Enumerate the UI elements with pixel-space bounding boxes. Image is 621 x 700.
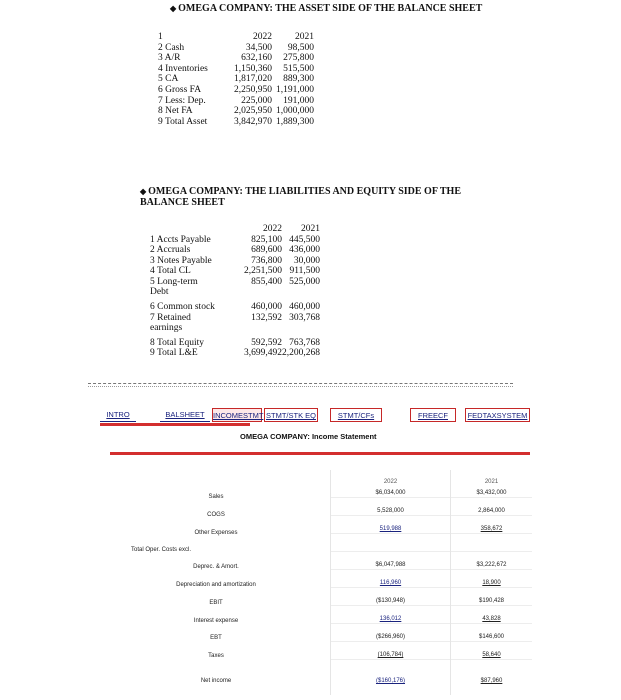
is-cell bbox=[331, 632, 450, 642]
income-label-column bbox=[112, 470, 330, 695]
is-value: $6,034,000 bbox=[375, 490, 406, 496]
is-cell bbox=[331, 524, 450, 534]
is-year-2022: 2022 bbox=[383, 479, 398, 485]
asset-label: 8 Net FA bbox=[158, 106, 193, 117]
sheet-tab-bar bbox=[100, 408, 530, 424]
income-column-2022 bbox=[330, 470, 450, 695]
liab-value-2022: 825,100 bbox=[251, 234, 282, 245]
liab-header-row bbox=[150, 224, 350, 235]
liab-row bbox=[150, 302, 350, 313]
liab-label: 1 Accts Payable bbox=[150, 234, 211, 245]
liab-value-2022: 460,000 bbox=[251, 301, 282, 312]
liab-label: 7 Retained earnings bbox=[150, 312, 191, 334]
asset-value-2021: 1,889,300 bbox=[276, 116, 314, 127]
asset-header-2021: 2021 bbox=[295, 32, 314, 42]
asset-table bbox=[158, 32, 338, 127]
liab-value-2021: 460,000 bbox=[289, 301, 320, 312]
asset-value-2022: 3,842,970 bbox=[234, 116, 272, 127]
is-label: Interest expense bbox=[193, 618, 239, 624]
liab-label: 4 Total CL bbox=[150, 266, 191, 277]
liab-value-2021: 303,768 bbox=[289, 312, 320, 323]
active-tab-underline bbox=[100, 423, 250, 426]
liab-value-2021: 525,000 bbox=[289, 276, 320, 287]
asset-title-text: OMEGA COMPANY: THE ASSET SIDE OF THE BALANCE SHEET bbox=[178, 3, 483, 14]
is-label: Total Oper. Costs excl. bbox=[130, 547, 192, 553]
is-cell bbox=[331, 650, 450, 660]
asset-row bbox=[158, 106, 338, 117]
is-cell bbox=[451, 524, 532, 534]
title-red-bar bbox=[110, 452, 530, 455]
liab-header-2022: 2022 bbox=[263, 224, 282, 234]
is-value: $3,222,672 bbox=[476, 562, 507, 568]
is-label: Other Expenses bbox=[194, 530, 238, 536]
tab-intro[interactable]: INTRO bbox=[100, 408, 136, 422]
asset-header-row bbox=[158, 32, 338, 43]
is-cell bbox=[451, 578, 532, 588]
is-cell bbox=[331, 488, 450, 498]
is-cell bbox=[451, 488, 532, 498]
is-label: Deprec. & Amort. bbox=[193, 564, 239, 570]
liab-value-2021: 911,500 bbox=[289, 266, 320, 277]
is-cell bbox=[331, 506, 450, 516]
is-year-2021: 2021 bbox=[484, 479, 499, 485]
is-value: 358,672 bbox=[480, 526, 503, 532]
is-row bbox=[112, 492, 330, 502]
liab-row bbox=[150, 338, 350, 349]
liab-header-2021: 2021 bbox=[301, 224, 320, 234]
is-label: COGS bbox=[207, 512, 225, 518]
tab-incomestmt[interactable]: INCOMESTMT bbox=[212, 408, 262, 422]
liab-row bbox=[150, 277, 350, 298]
liab-label: 5 Long-term Debt bbox=[150, 276, 198, 298]
asset-value-2021: 889,300 bbox=[283, 74, 314, 85]
asset-value-2021: 275,800 bbox=[283, 53, 314, 64]
asset-label: 4 Inventories bbox=[158, 63, 208, 74]
is-row bbox=[112, 562, 330, 572]
is-cell bbox=[451, 560, 532, 570]
is-value: $146,600 bbox=[478, 634, 505, 640]
is-value: 2,864,000 bbox=[478, 508, 505, 514]
is-cell bbox=[451, 506, 532, 516]
liab-value-2021: 30,000 bbox=[293, 255, 320, 266]
liab-row bbox=[150, 266, 350, 277]
is-row bbox=[112, 598, 330, 608]
liab-value-2022: 3,699,492 bbox=[244, 348, 282, 359]
asset-row bbox=[158, 43, 338, 54]
is-value: 18,900 bbox=[482, 580, 501, 586]
asset-row bbox=[158, 53, 338, 64]
is-label: EBT bbox=[210, 635, 222, 641]
is-row bbox=[112, 528, 330, 538]
asset-value-2021: 1,000,000 bbox=[276, 106, 314, 117]
is-row bbox=[112, 676, 330, 686]
is-value: $190,428 bbox=[478, 598, 505, 604]
liab-label: 9 Total L&E bbox=[150, 348, 198, 359]
asset-header-label: 1 bbox=[158, 32, 163, 42]
asset-row bbox=[158, 74, 338, 85]
is-value: $3,432,000 bbox=[476, 490, 507, 496]
is-cell bbox=[451, 650, 532, 660]
tab-freecf[interactable]: FREECF bbox=[410, 408, 456, 422]
is-value: ($130,948) bbox=[375, 598, 406, 604]
asset-label: 2 Cash bbox=[158, 42, 185, 53]
liab-label: 3 Notes Payable bbox=[150, 255, 212, 266]
income-column-2021 bbox=[450, 470, 532, 695]
tab-balsheet[interactable]: BALSHEET bbox=[160, 408, 210, 422]
is-row bbox=[112, 616, 330, 626]
liabilities-table bbox=[150, 224, 350, 359]
liab-row bbox=[150, 313, 350, 334]
asset-value-2022: 2,025,950 bbox=[234, 106, 272, 117]
tab-stmt-stk-eq[interactable]: STMT/STK EQ bbox=[264, 408, 318, 422]
asset-label: 6 Gross FA bbox=[158, 84, 202, 95]
liab-value-2021: 436,000 bbox=[289, 245, 320, 256]
is-value: ($160,176) bbox=[375, 678, 406, 684]
asset-header-2022: 2022 bbox=[253, 32, 272, 42]
is-cell bbox=[451, 676, 532, 686]
bullet-icon: ◆ bbox=[140, 187, 147, 196]
liab-row bbox=[150, 235, 350, 246]
asset-value-2021: 515,500 bbox=[283, 63, 314, 74]
is-value: ($266,960) bbox=[375, 634, 406, 640]
asset-label: 9 Total Asset bbox=[158, 116, 208, 127]
is-row bbox=[112, 633, 330, 643]
liab-value-2022: 592,592 bbox=[251, 337, 282, 348]
asset-value-2022: 1,817,020 bbox=[234, 74, 272, 85]
is-row bbox=[112, 651, 330, 661]
liab-label: 2 Accruals bbox=[150, 245, 191, 256]
is-value: 136,012 bbox=[379, 616, 402, 622]
bullet-icon: ◆ bbox=[170, 4, 177, 13]
asset-value-2022: 632,160 bbox=[241, 53, 272, 64]
asset-value-2022: 2,250,950 bbox=[234, 84, 272, 95]
is-label: Sales bbox=[208, 494, 224, 500]
is-value: 5,528,000 bbox=[377, 508, 404, 514]
is-row bbox=[112, 580, 330, 590]
tab-fedtaxsystem[interactable]: FEDTAXSYSTEM bbox=[465, 408, 530, 422]
asset-row bbox=[158, 96, 338, 107]
liab-row bbox=[150, 348, 350, 359]
is-cell bbox=[451, 614, 532, 624]
liab-value-2022: 2,251,500 bbox=[244, 266, 282, 277]
tab-stmt-cfs[interactable]: STMT/CFs bbox=[330, 408, 382, 422]
asset-row bbox=[158, 117, 338, 128]
income-statement-table bbox=[112, 470, 532, 695]
liab-value-2022: 132,592 bbox=[251, 312, 282, 323]
is-cell bbox=[331, 614, 450, 624]
is-cell bbox=[451, 596, 532, 606]
asset-section-title bbox=[170, 3, 482, 14]
liab-value-2021: 2,200,268 bbox=[282, 348, 320, 359]
asset-label: 5 CA bbox=[158, 74, 179, 85]
asset-value-2021: 191,000 bbox=[283, 95, 314, 106]
is-label: Depreciation and amortization bbox=[176, 582, 256, 588]
liabilities-title-text: OMEGA COMPANY: THE LIABILITIES AND EQUITY SIDE OF THE BALANCE SHEET bbox=[140, 186, 462, 208]
asset-value-2022: 34,500 bbox=[245, 42, 272, 53]
is-label: EBIT bbox=[209, 600, 223, 606]
liab-value-2022: 855,400 bbox=[251, 276, 282, 287]
asset-row bbox=[158, 64, 338, 75]
liab-row bbox=[150, 245, 350, 256]
asset-label: 3 A/R bbox=[158, 53, 181, 64]
liab-label: 8 Total Equity bbox=[150, 337, 205, 348]
liab-row bbox=[150, 256, 350, 267]
asset-value-2022: 225,000 bbox=[241, 95, 272, 106]
liab-value-2021: 445,500 bbox=[289, 234, 320, 245]
is-cell bbox=[331, 578, 450, 588]
liab-value-2022: 689,600 bbox=[251, 245, 282, 256]
is-cell bbox=[331, 542, 450, 552]
is-value: 58,640 bbox=[482, 652, 501, 658]
is-value: 519,988 bbox=[379, 526, 402, 532]
is-cell bbox=[331, 676, 450, 686]
is-value: $87,960 bbox=[480, 678, 503, 684]
is-value: $6,047,988 bbox=[375, 562, 406, 568]
asset-value-2022: 1,150,360 bbox=[234, 63, 272, 74]
is-row bbox=[112, 510, 330, 520]
is-label: Net income bbox=[200, 678, 232, 684]
is-cell bbox=[451, 632, 532, 642]
income-statement-title: OMEGA COMPANY: Income Statement bbox=[240, 432, 377, 441]
asset-label: 7 Less: Dep. bbox=[158, 95, 206, 106]
is-value: (106,784) bbox=[377, 652, 404, 658]
liab-value-2021: 763,768 bbox=[289, 337, 320, 348]
is-value: 116,960 bbox=[379, 580, 402, 586]
asset-value-2021: 98,500 bbox=[287, 42, 314, 53]
is-cell bbox=[331, 560, 450, 570]
liabilities-section-title bbox=[140, 186, 500, 208]
section-divider bbox=[88, 383, 513, 387]
liab-label: 6 Common stock bbox=[150, 301, 215, 312]
asset-value-2021: 1,191,000 bbox=[276, 84, 314, 95]
is-row bbox=[112, 545, 330, 555]
is-cell bbox=[451, 542, 532, 552]
asset-row bbox=[158, 85, 338, 96]
is-cell bbox=[331, 596, 450, 606]
liab-value-2022: 736,800 bbox=[251, 255, 282, 266]
is-label: Taxes bbox=[208, 653, 224, 659]
is-value: 43,828 bbox=[482, 616, 501, 622]
